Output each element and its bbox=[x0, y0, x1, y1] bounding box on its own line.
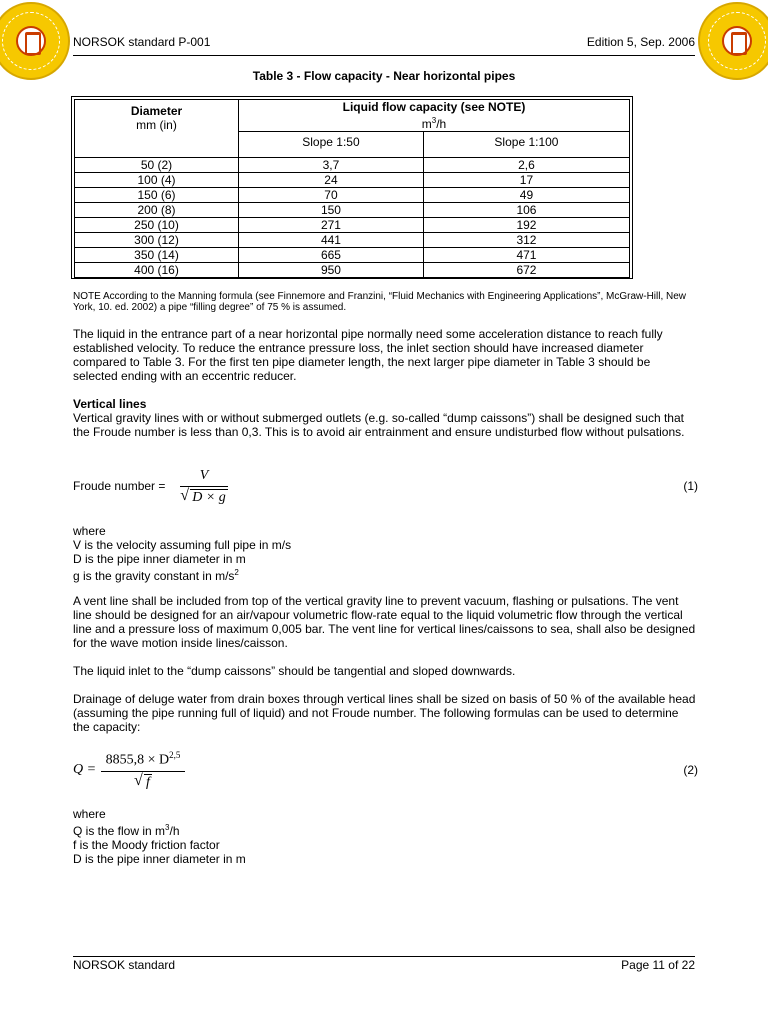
cell-slope-50: 3,7 bbox=[239, 158, 424, 173]
cell-slope-100: 49 bbox=[423, 188, 629, 203]
cell-slope-50: 271 bbox=[239, 218, 424, 233]
cell-slope-100: 17 bbox=[423, 173, 629, 188]
definition-d: D is the pipe inner diameter in m bbox=[73, 552, 246, 566]
cell-diameter: 250 (10) bbox=[75, 218, 239, 233]
equation-number-1: (1) bbox=[683, 479, 698, 493]
paragraph-vertical-lines: Vertical gravity lines with or without submerged outlets (e.g. so-called “dump caissons”) shall be designed such that the Froude number is less than 0,3. This is to avoid air entrainment and ensure undisturbed flow without pulsations. bbox=[73, 411, 685, 439]
equation-label: Froude number = bbox=[73, 479, 166, 493]
definition-g: g is the gravity constant in $m/s^2$ bbox=[73, 568, 239, 583]
footer-rule bbox=[73, 956, 695, 957]
cell-diameter: 100 (4) bbox=[75, 173, 239, 188]
definition-v: V is the velocity assuming full pipe in m/s bbox=[73, 538, 292, 552]
table-row bbox=[75, 188, 630, 203]
cell-diameter: 350 (14) bbox=[75, 248, 239, 263]
table-row bbox=[75, 233, 630, 248]
equation-froude bbox=[73, 468, 698, 512]
table-row bbox=[75, 248, 630, 263]
froude-fraction: V √ D × g bbox=[180, 468, 228, 506]
cell-diameter: 200 (8) bbox=[75, 203, 239, 218]
paragraph-liquid-inlet: The liquid inlet to the “dump caissons” should be tangential and sloped downwards. bbox=[73, 664, 516, 678]
cell-slope-50: 70 bbox=[239, 188, 424, 203]
cell-slope-50: 441 bbox=[239, 233, 424, 248]
table-note: NOTE According to the Manning formula (see Finnemore and Franzini, “Fluid Mechanics with Engineering Applications”, McGraw-Hill, New York, 10. ed. 2002) a pipe “filling degree” of 75 % is assumed. bbox=[73, 291, 687, 313]
cell-slope-50: 150 bbox=[239, 203, 424, 218]
cell-diameter: 400 (16) bbox=[75, 263, 239, 278]
header-rule bbox=[73, 55, 695, 56]
cell-slope-100: 192 bbox=[423, 218, 629, 233]
footer-left: NORSOK standard bbox=[73, 958, 176, 972]
header-right: Edition 5, Sep. 2006 bbox=[586, 35, 695, 49]
table-row bbox=[75, 203, 630, 218]
table-row bbox=[75, 263, 630, 278]
cell-diameter: 150 (6) bbox=[75, 188, 239, 203]
col-slope-50-header: Slope 1:50 bbox=[239, 132, 424, 158]
froude-numerator: V bbox=[199, 468, 209, 483]
table-row bbox=[75, 158, 630, 173]
equation-number-2: (2) bbox=[683, 763, 698, 777]
definition-q: Q is the flow in $m^3/h$ bbox=[73, 823, 180, 838]
paragraph-drainage: Drainage of deluge water from drain boxes through vertical lines shall be sized on basis of 50 % of the available head (assuming the pipe running full of liquid) and not Froude number. The following formulas can be used to determine the capacity: bbox=[73, 692, 696, 734]
section-heading-vertical-lines: Vertical lines bbox=[73, 397, 147, 411]
cell-diameter: 50 (2) bbox=[75, 158, 239, 173]
cell-diameter: 300 (12) bbox=[75, 233, 239, 248]
capacity-fraction: 8855,8 × D$^{2,5}$ √ f bbox=[101, 750, 185, 791]
capacity-numerator: 8855,8 × D$^{2,5}$ bbox=[105, 750, 181, 768]
where-block-1 bbox=[73, 524, 698, 583]
capacity-denominator: f bbox=[146, 774, 150, 790]
table-row bbox=[75, 218, 630, 233]
equation-lhs: Q = bbox=[73, 762, 97, 777]
flow-capacity-table bbox=[71, 96, 633, 279]
footer-page-number: Page 11 of 22 bbox=[621, 958, 695, 972]
paragraph-vent-line: A vent line shall be included from top of the vertical gravity line to prevent vacuum, flashing or pulsations. The vent line should be designed for an air/vapour volumetric flow-rate equal to the liquid volumetric flow through the vertical line and a pressure loss of maximum 0,005 bar. The vent line for vertical lines/caissons to sea, shall also be designed for the wave motion inside lines/caisson. bbox=[73, 594, 696, 650]
froude-denominator: D × g bbox=[192, 490, 226, 505]
table-title: Table 3 - Flow capacity - Near horizontal pipes bbox=[252, 69, 516, 83]
col-flow-capacity-header: Liquid flow capacity (see NOTE) $m^3/h$ bbox=[239, 100, 630, 132]
where-label: where bbox=[73, 807, 106, 821]
cell-slope-100: 672 bbox=[423, 263, 629, 278]
cell-slope-100: 2,6 bbox=[423, 158, 629, 173]
equation-capacity bbox=[73, 750, 698, 794]
col-diameter-header: Diameter mm (in) bbox=[75, 100, 239, 158]
table-row bbox=[75, 173, 630, 188]
cell-slope-100: 312 bbox=[423, 233, 629, 248]
definition-d: D is the pipe inner diameter in m bbox=[73, 852, 246, 866]
paragraph-entrance: The liquid in the entrance part of a near horizontal pipe normally need some acceleration distance to reach fully established velocity. To reduce the entrance pressure loss, the inlet section should have increased diameter compared to Table 3. For the first ten pipe diameter length, the next larger pipe diameter in Table 3 should be selected ending with an eccentric reducer. bbox=[73, 327, 663, 383]
col-slope-100-header: Slope 1:100 bbox=[423, 132, 629, 158]
cell-slope-100: 471 bbox=[423, 248, 629, 263]
cell-slope-100: 106 bbox=[423, 203, 629, 218]
header-left: NORSOK standard P-001 bbox=[73, 35, 211, 49]
cell-slope-50: 24 bbox=[239, 173, 424, 188]
definition-f: f is the Moody friction factor bbox=[73, 838, 220, 852]
where-label: where bbox=[73, 524, 106, 538]
cell-slope-50: 950 bbox=[239, 263, 424, 278]
where-block-2 bbox=[73, 807, 698, 866]
cell-slope-50: 665 bbox=[239, 248, 424, 263]
